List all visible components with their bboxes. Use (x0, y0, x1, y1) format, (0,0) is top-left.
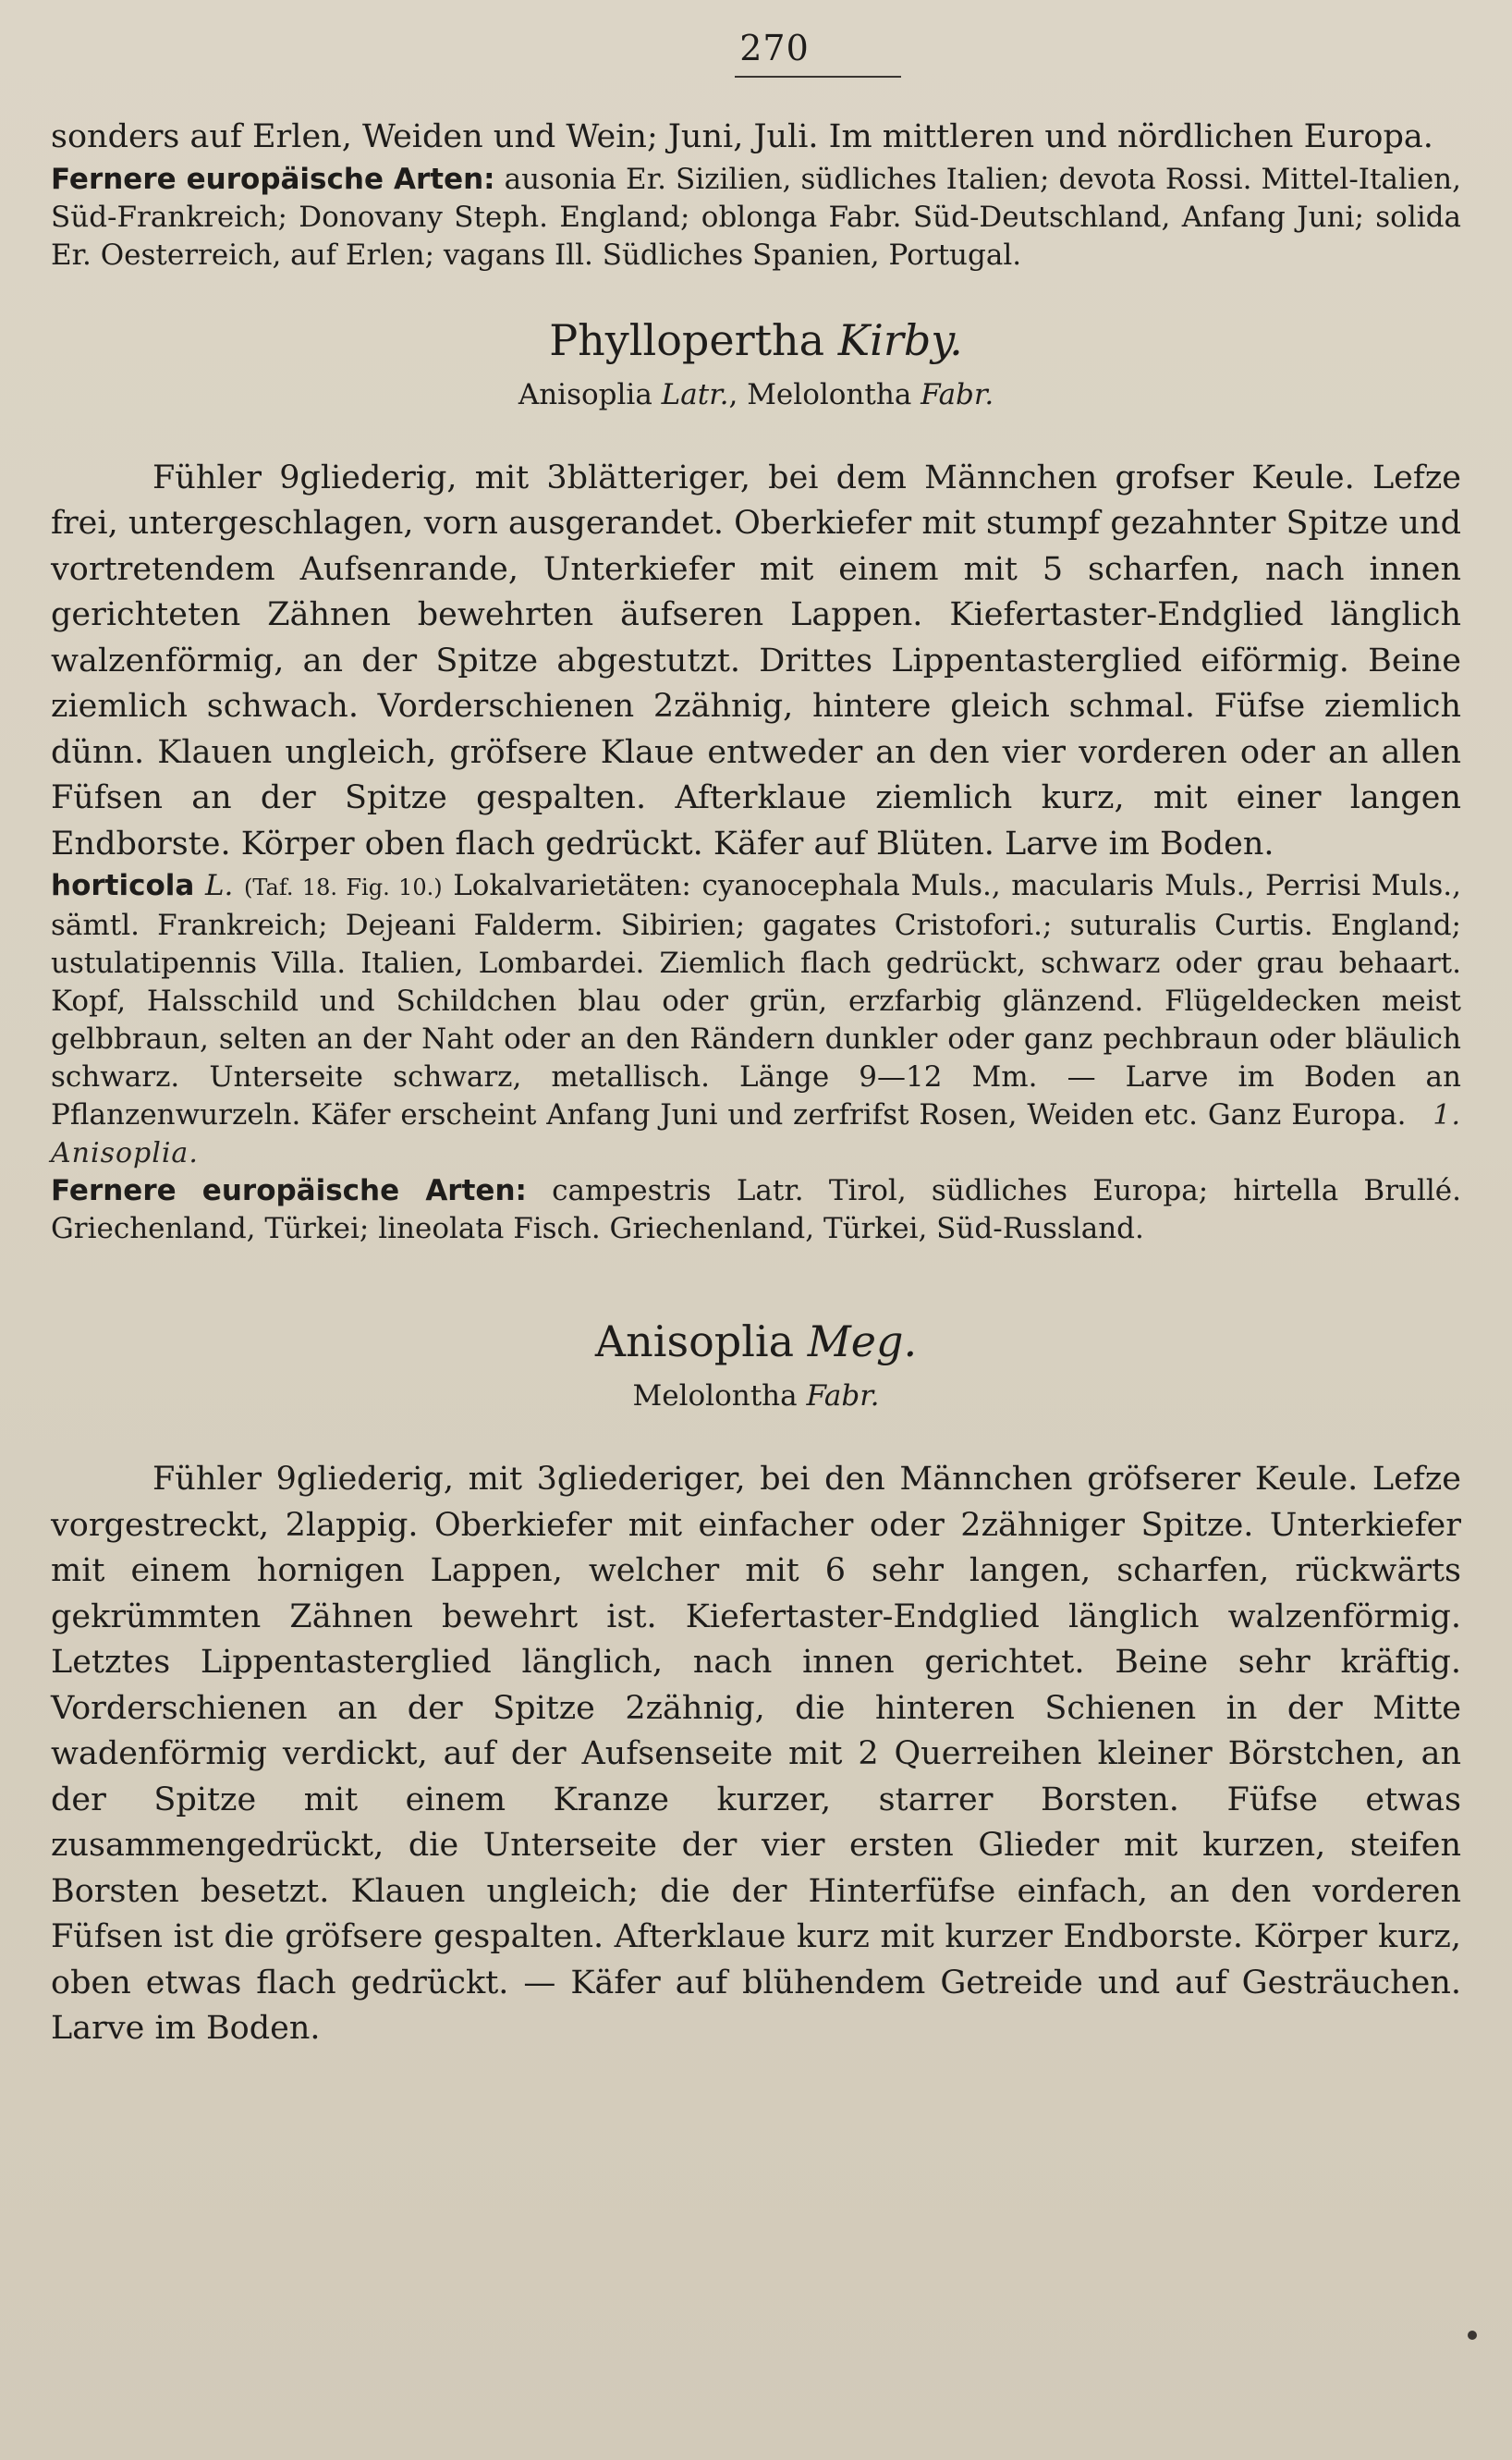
synonym-author: Latr. (661, 377, 729, 411)
synonym-name: Anisoplia (518, 377, 652, 411)
synonym-name: Melolontha (747, 377, 912, 411)
handwritten-note: 1. Anisoplia. (51, 1099, 1461, 1169)
margin-mark (1468, 2331, 1477, 2340)
species-entry-horticola (51, 867, 1461, 1172)
genus-author: Meg. (807, 1316, 918, 1366)
synonym-author: Fabr. (921, 377, 994, 411)
genus-description: Fühler 9gliederig, mit 3gliederiger, bei den Männchen gröfserer Keule. Lefze vorgestreckt, 2lappig. Oberkiefer mit einfacher oder 2zähniger Spitze. Unterkiefer mit einem hornigen Lappen, welcher mit 6 sehr langen, scharfen, rückwärts gekrümmten Zähnen bewehrt ist. Kiefertaster-Endglied länglich walzenförmig. Letztes Lippentasterglied länglich, nach innen gerichtet. Beine sehr kräftig. Vorderschienen an der Spitze 2zähnig, die hinteren Schienen in der Mitte wadenförmig verdickt, auf der Aufsenseite mit 2 Querreihen kleiner Börstchen, an der Spitze mit einem Kranze kurzer, starrer Borsten. Füfse etwas zusammengedrückt, die Unterseite der vier ersten Glieder mit kurzen, steifen Borsten besetzt. Klauen ungleich; die der Hinterfüfse einfach, an den vorderen Füfsen ist die gröfsere gespalten. Afterklaue kurz mit kurzer Endborste. Körper kurz, oben etwas flach gedrückt. — Käfer auf blühendem Getreide und auf Gesträuchen. Larve im Boden. (51, 1461, 1461, 2047)
other-species-text: ausonia Er. Sizilien, südliches Italien; devota Rossi. Mittel-Italien, Süd-Frankreich; Donovany Steph. England; oblonga Fabr. Süd-Deutschland, Anfang Juni; solida Er. Oesterreich, auf Erlen; vagans Ill. Südliches Spanien, Portugal. (51, 162, 1461, 272)
species-author: L. (204, 869, 234, 902)
genus-heading-phyllopertha (51, 315, 1461, 365)
genus-synonyms (51, 378, 1461, 411)
paragraph-other-species-1 (51, 161, 1461, 275)
species-text: Lokalvarietäten: cyanocephala Muls., macularis Muls., Perrisi Muls., sämtl. Frankreich; Dejeani Falderm. Sibirien; gagates Cristofori.; suturalis Curtis. England; ustulatipennis Villa. Italien, Lombardei. Ziemlich flach gedrückt, schwarz oder grau behaart. Kopf, Halsschild und Schildchen blau oder grün, erzfarbig glänzend. Flügeldecken meist gelbbraun, selten an der Naht oder an den Rändern dunkler oder ganz pechbraun oder bläulich schwarz. Unterseite schwarz, metallisch. Länge 9—12 Mm. — Larve im Boden an Pflanzenwurzeln. Käfer erscheint Anfang Juni und zerfrifst Rosen, Weiden etc. Ganz Europa. (51, 869, 1462, 1132)
species-name: horticola (51, 869, 195, 902)
genus-author: Kirby. (837, 314, 963, 365)
genus-synonyms (51, 1379, 1461, 1413)
synonym-separator: , (728, 377, 748, 411)
section-gap (51, 1248, 1461, 1316)
synonym-name: Melolontha (632, 1379, 798, 1413)
figure-reference: (Taf. 18. Fig. 10.) (244, 875, 443, 900)
genus-name: Anisoplia (594, 1316, 795, 1366)
synonym-author: Fabr. (806, 1379, 880, 1413)
page-number-rule (735, 76, 901, 78)
genus-description: Fühler 9gliederig, mit 3blätteriger, bei dem Männchen grofser Keule. Lefze frei, untergeschlagen, vorn ausgerandet. Oberkiefer mit stumpf gezahnter Spitze und vortretendem Aufsenrande, Unterkiefer mit einem mit 5 scharfen, nach innen gerichteten Zähnen bewehrten äufseren Lappen. Kiefertaster-Endglied länglich walzenförmig, an der Spitze abgestutzt. Drittes Lippentasterglied eiförmig. Beine ziemlich schwach. Vorderschienen 2zähnig, hintere gleich schmal. Füfse ziemlich dünn. Klauen ungleich, gröfsere Klaue entweder an den vier vorderen oder an allen Füfsen an der Spitze gespalten. Afterklaue ziemlich kurz, mit einer langen Endborste. Körper oben flach gedrückt. Käfer auf Blüten. Larve im Boden. (51, 459, 1461, 863)
page-number: 270 (739, 28, 810, 68)
genus-name: Phyllopertha (549, 314, 825, 365)
other-species-label: Fernere europäische Arten: (51, 162, 495, 196)
paragraph-continuation: sonders auf Erlen, Weiden und Wein; Juni, Juli. Im mittleren und nördlichen Europa. (51, 118, 1433, 155)
genus-heading-anisoplia (51, 1316, 1461, 1366)
other-species-text: campestris Latr. Tirol, südliches Europa; hirtella Brullé. Griechenland, Türkei; lineolata Fisch. Griechenland, Türkei, Süd-Russland. (51, 1174, 1462, 1245)
paragraph-other-species-2 (51, 1172, 1461, 1248)
other-species-label: Fernere europäische Arten: (51, 1174, 527, 1207)
